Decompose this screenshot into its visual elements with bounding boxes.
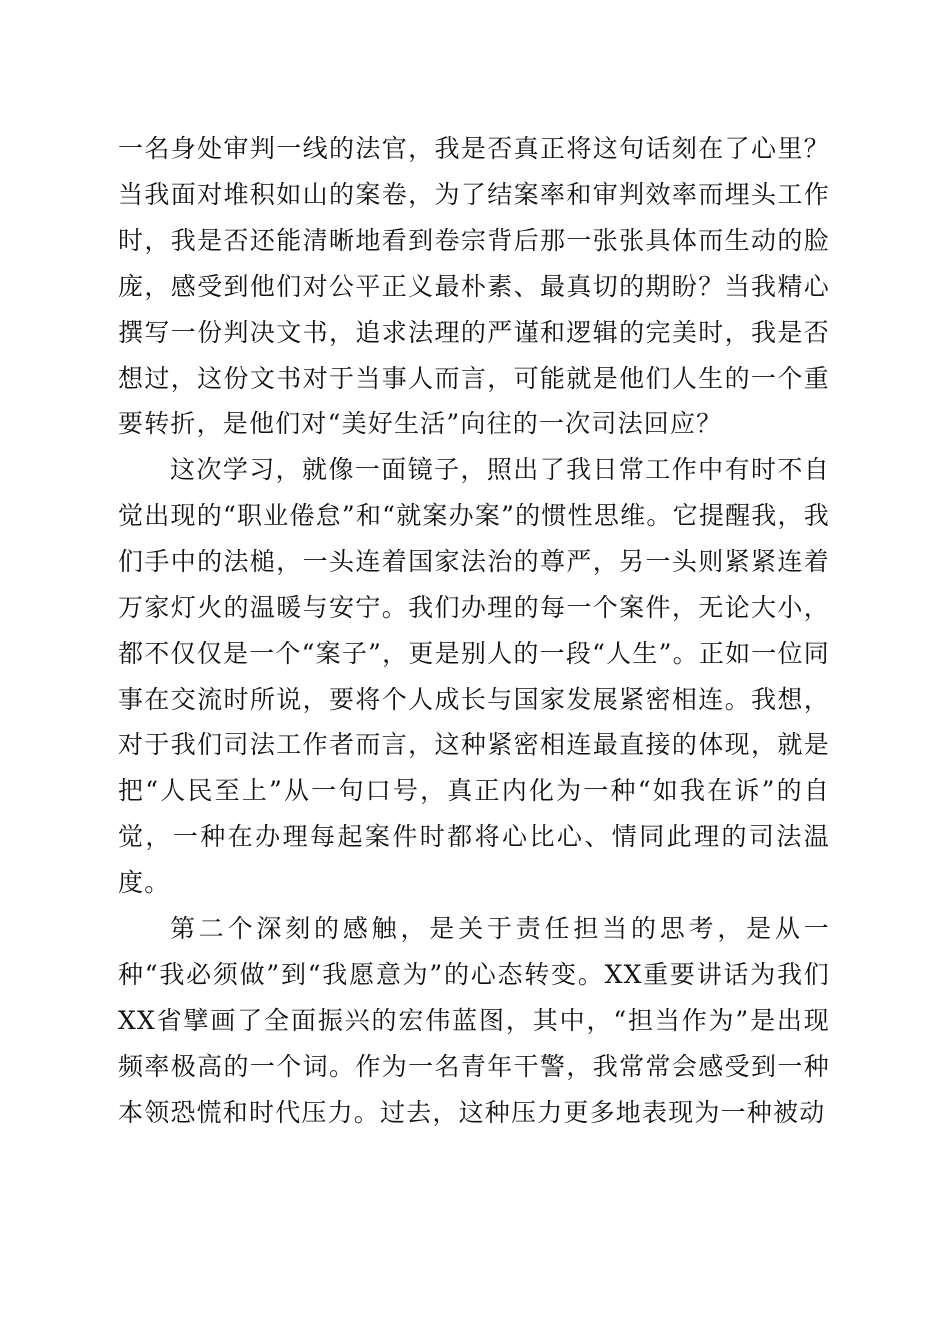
paragraph-2: 这次学习，就像一面镜子，照出了我日常工作中有时不自觉出现的“职业倦怠”和“就案办案”的惯性思维。它提醒我，我们手中的法槌，一头连着国家法治的尊严，另一头则紧紧连着万家灯火的温暖与安宁。我们办理的每一个案件，无论大小，都不仅仅是一个“案子”，更是别人的一段“人生”。正如一位同事在交流时所说，要将个人成长与国家发展紧密相连。我想，对于我们司法工作者而言，这种紧密相连最直接的体现，就是把“人民至上”从一句口号，真正内化为一种“如我在诉”的自觉，一种在办理每起案件时都将心比心、情同此理的司法温度。 <box>118 455 830 898</box>
paragraph-1: 一名身处审判一线的法官，我是否真正将这句话刻在了心里？当我面对堆积如山的案卷，为了结案率和审判效率而埋头工作时，我是否还能清晰地看到卷宗背后那一张张具体而生动的脸庞，感受到他们对公平正义最朴素、最真切的期盼？当我精心撰写一份判决文书，追求法理的严谨和逻辑的完美时，我是否想过，这份文书对于当事人而言，可能就是他们人生的一个重要转折，是他们对“美好生活”向往的一次司法回应？ <box>118 134 830 439</box>
paragraph-3: 第二个深刻的感触，是关于责任担当的思考，是从一种“我必须做”到“我愿意为”的心态转变。XX重要讲话为我们XX省擘画了全面振兴的宏伟蓝图，其中，“担当作为”是出现频率极高的一个词。作为一名青年干警，我常常会感受到一种本领恐慌和时代压力。过去，这种压力更多地表现为一种被动 <box>118 914 830 1127</box>
